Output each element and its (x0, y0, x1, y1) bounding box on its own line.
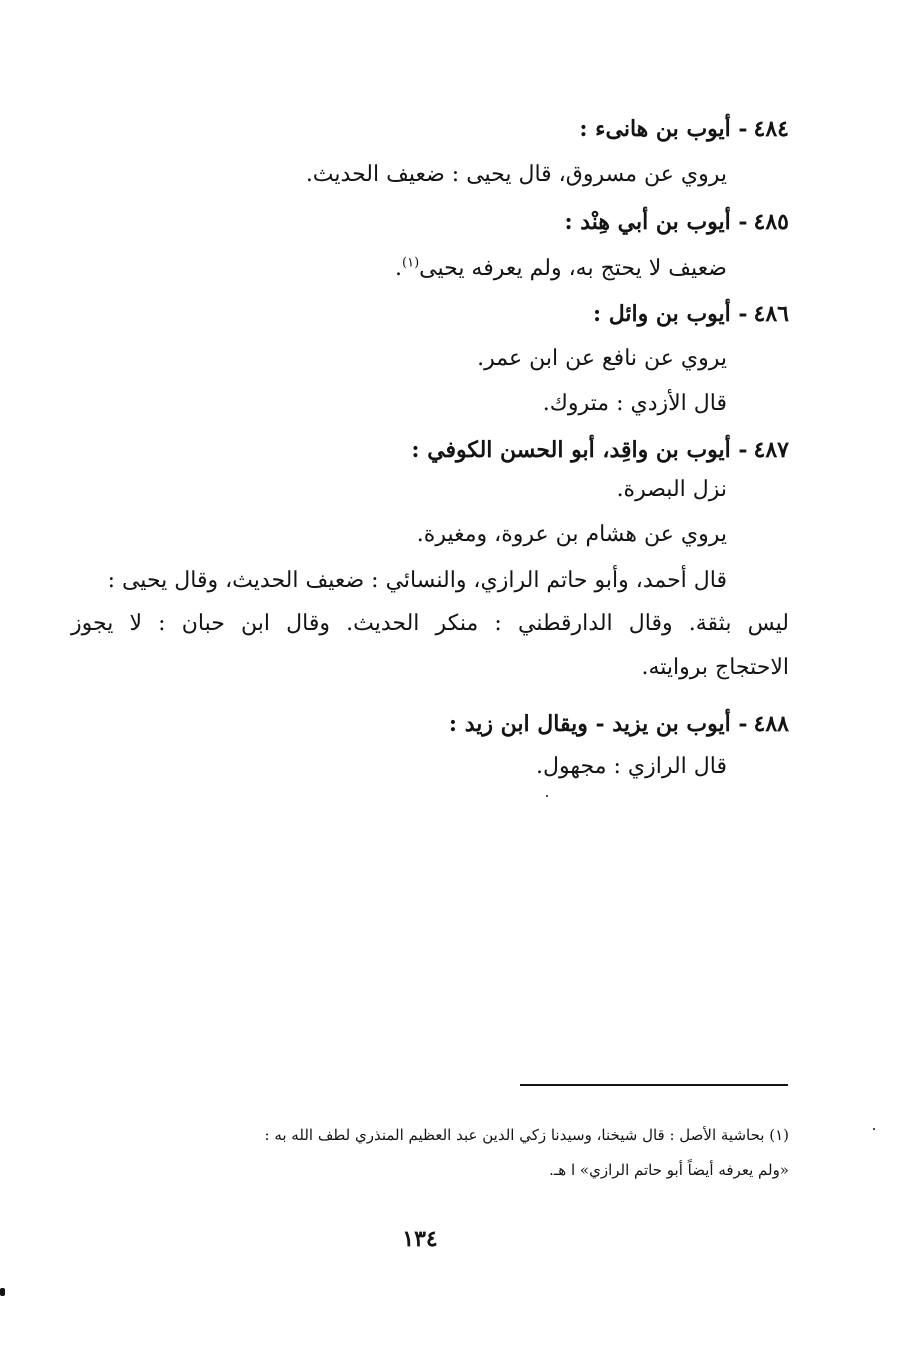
scan-speck (873, 1128, 875, 1130)
scan-speck (546, 795, 548, 797)
entry-title: - أيوب بن هانىء : (579, 116, 748, 142)
entry-text: قال الأزدي : متروك. (542, 391, 727, 416)
entry-text-main: ضعيف لا يحتج به، ولم يعرفه يحيى (419, 256, 727, 281)
entry-heading-484 (579, 114, 789, 144)
entry-heading-488 (449, 709, 789, 739)
entry-number: ٤٨٧ (753, 437, 789, 463)
page-number: ١٣٤ (402, 1226, 438, 1252)
footnote-line: «ولم يعرفه أيضاً أبو حاتم الرازي» ا هـ. (549, 1161, 789, 1179)
entry-text: الاحتجاج بروايته. (641, 655, 789, 680)
entry-number: ٤٨٨ (753, 711, 789, 737)
entry-text: ليس بثقة. وقال الدارقطني : منكر الحديث. وقال ابن حبان : لا يجوز (71, 611, 789, 636)
entry-title: - أيوب بن واقِد، أبو الحسن الكوفي : (411, 437, 748, 463)
entry-title: - أيوب بن يزيد - ويقال ابن زيد : (448, 711, 748, 737)
entry-text: قال أحمد، وأبو حاتم الرازي، والنسائي : ضعيف الحديث، وقال يحيى : (107, 568, 727, 593)
scan-speck (0, 1288, 5, 1296)
entry-text: يروي عن نافع عن ابن عمر. (477, 346, 727, 371)
entry-text: يروي عن هشام بن عروة، ومغيرة. (416, 522, 727, 547)
entry-title: - أيوب بن وائل : (592, 301, 748, 327)
footnote-line: (١) بحاشية الأصل : قال شيخنا، وسيدنا زكي الدين عبد العظيم المنذري لطف الله به : (264, 1126, 789, 1144)
entry-number: ٤٨٤ (753, 116, 789, 142)
entry-number: ٤٨٥ (753, 209, 789, 235)
entry-text-end: . (395, 256, 402, 281)
entry-heading-486 (593, 299, 789, 329)
entry-text: قال الرازي : مجهول. (536, 754, 727, 779)
footnote-separator (520, 1084, 788, 1086)
footnote-reference: (١) (402, 255, 420, 271)
entry-heading-485 (564, 207, 789, 237)
entry-text (395, 254, 727, 284)
entry-text: يروي عن مسروق، قال يحيى : ضعيف الحديث. (305, 162, 727, 187)
entry-title: - أيوب بن أبي هِنْد : (564, 209, 748, 235)
entry-text: نزل البصرة. (616, 477, 727, 502)
entry-heading-487 (411, 435, 789, 465)
entry-number: ٤٨٦ (753, 301, 789, 327)
